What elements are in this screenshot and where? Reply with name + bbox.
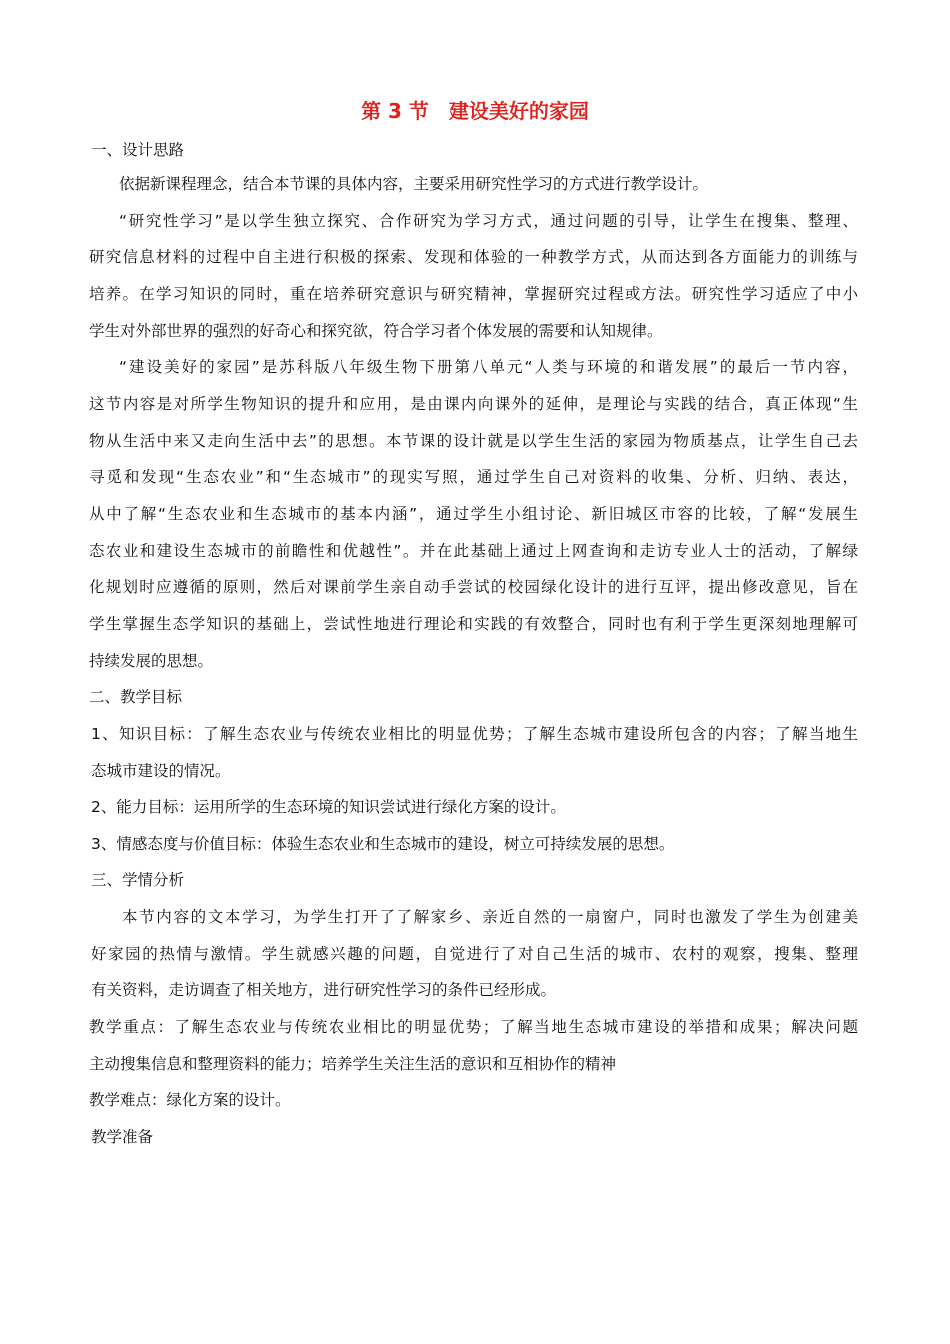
goal-item: 3、情感态度与价值目标：体验生态农业和生态城市的建设，树立可持续发展的思想。 [91,835,675,853]
paragraph-line: 学生对外部世界的强烈的好奇心和探究欲，符合学习者个体发展的需要和认知规律。 [89,322,663,340]
paragraph-line: “研究性学习”是以学生独立探究、合作研究为学习方式，通过问题的引导，让学生在搜集、整理、 [119,212,858,230]
paragraph-line: 学生掌握生态学知识的基础上，尝试性地进行理论和实践的有效整合，同时也有利于学生更深刻地理解可 [89,615,858,633]
paragraph-line: 研究信息材料的过程中自主进行积极的探索、发现和体验的一种教学方式，从而达到各方面能力的训练与 [89,248,858,266]
paragraph-line: 态农业和建设生态城市的前瞻性和优越性”。并在此基础上通过上网查询和走访专业人士的活动，了解绿 [89,542,858,560]
paragraph-line: 好家园的热情与激情。学生就感兴趣的问题，自觉进行了对自己生活的城市、农村的观察，搜集、整理 [91,945,858,963]
teaching-preparation: 教学准备 [91,1128,154,1146]
goal-item: 2、能力目标：运用所学的生态环境的知识尝试进行绿化方案的设计。 [91,798,566,816]
paragraph-line: 本节内容的文本学习，为学生打开了了解家乡、亲近自然的一扇窗户，同时也激发了学生为创建美 [122,908,858,926]
paragraph-line: 寻觅和发现“生态农业”和“生态城市”的现实写照，通过学生自己对资料的收集、分析、归纳、表达， [89,468,858,486]
paragraph-line: 化规划时应遵循的原则，然后对课前学生亲自动手尝试的校园绿化设计的进行互评，提出修改意见，旨在 [89,578,858,596]
section-heading-learning-analysis: 三、学情分析 [91,871,185,889]
difficult-points: 教学难点：绿化方案的设计。 [89,1091,291,1109]
section-heading-teaching-goals: 二、教学目标 [89,688,183,706]
key-points: 教学重点：了解生态农业与传统农业相比的明显优势；了解当地生态城市建设的举措和成果；解决问题 [89,1018,858,1036]
goal-item: 1、知识目标：了解生态农业与传统农业相比的明显优势；了解生态城市建设所包含的内容；了解当地生 [91,725,858,743]
paragraph-line: 持续发展的思想。 [89,652,214,670]
paragraph-line: 物从生活中来又走向生活中去”的思想。本节课的设计就是以学生生活的家园为物质基点，让学生自己去 [89,432,858,450]
paragraph-line: “建设美好的家园”是苏科版八年级生物下册第八单元“人类与环境的和谐发展”的最后一节内容， [119,358,858,376]
paragraph-line: 依据新课程理念，结合本节课的具体内容，主要采用研究性学习的方式进行教学设计。 [119,175,709,193]
key-points: 主动搜集信息和整理资料的能力；培养学生关注生活的意识和互相协作的精神 [89,1055,617,1073]
paragraph-line: 培养。在学习知识的同时，重在培养研究意识与研究精神，掌握研究过程或方法。研究性学习适应了中小 [89,285,858,303]
paragraph-line: 这节内容是对所学生物知识的提升和应用，是由课内向课外的延伸，是理论与实践的结合，真正体现“生 [89,395,858,413]
paragraph-line: 有关资料，走访调查了相关地方，进行研究性学习的条件已经形成。 [91,981,557,999]
goal-item: 态城市建设的情况。 [91,762,231,780]
page-title: 第 3 节 建设美好的家园 [361,99,589,123]
section-heading-design-idea: 一、设计思路 [91,141,185,159]
paragraph-line: 从中了解“生态农业和生态城市的基本内涵”，通过学生小组讨论、新旧城区市容的比较，了解“发展生 [89,505,858,523]
